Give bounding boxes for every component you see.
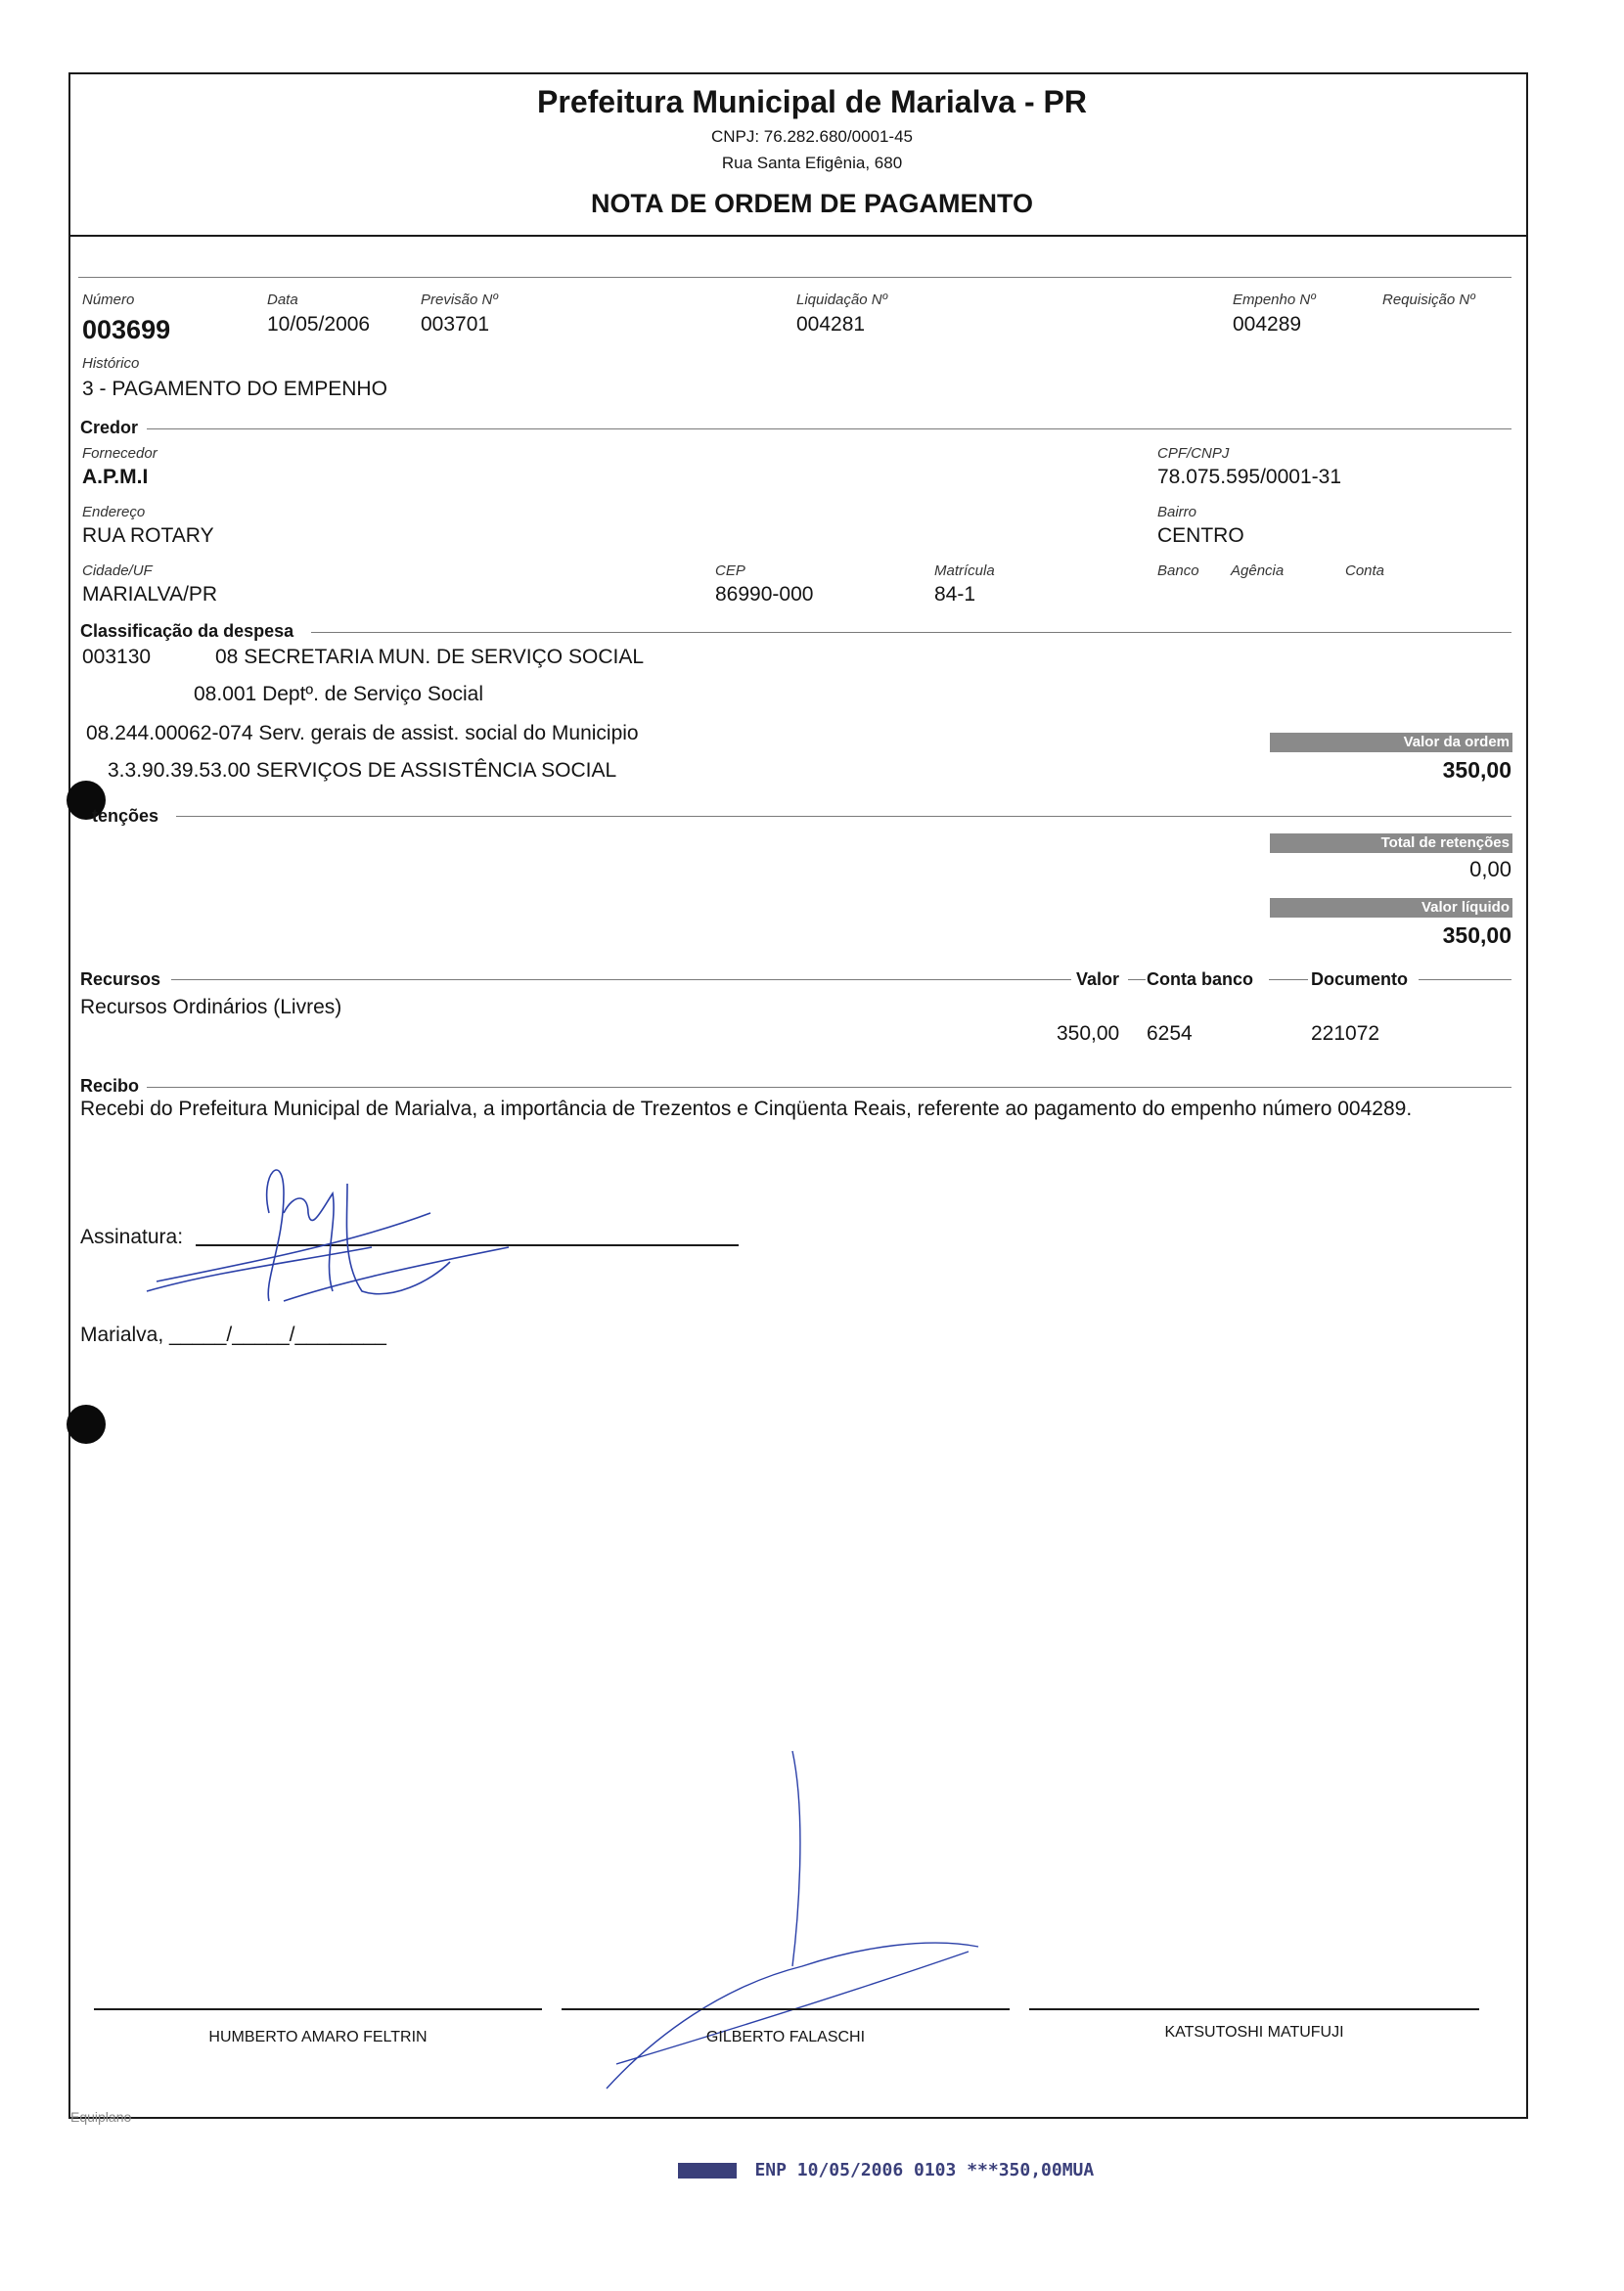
recursos-documento: 221072 [1311, 1022, 1380, 1045]
data-label: Data [267, 292, 298, 308]
liquidacao-label: Liquidação Nº [796, 292, 888, 308]
previsao-label: Previsão Nº [421, 292, 498, 308]
recursos-rule [171, 979, 1071, 980]
unidade-text: 08.001 Deptº. de Serviço Social [194, 683, 484, 705]
valor-ordem-value: 350,00 [1442, 757, 1511, 783]
signatory-2: GILBERTO FALASCHI [705, 2029, 866, 2045]
bottom-signature [597, 1741, 988, 2103]
total-retencoes-label: Total de retenções [1270, 833, 1512, 853]
agencia-label: Agência [1231, 562, 1285, 579]
recursos-conta: 6254 [1147, 1022, 1193, 1045]
signature-line-2 [562, 2008, 1010, 2010]
classificacao-code: 003130 [82, 646, 152, 668]
signature-line-3 [1029, 2008, 1479, 2010]
local-date-line: Marialva, _____/_____/________ [80, 1324, 386, 1346]
recibo-rule [147, 1087, 1511, 1088]
stamp-mark [678, 2163, 737, 2179]
numero-label: Número [82, 292, 135, 308]
recursos-rule-3 [1269, 979, 1308, 980]
software-brand: Equiplano [70, 2109, 132, 2125]
data-value: 10/05/2006 [267, 313, 371, 336]
matricula-value: 84-1 [934, 583, 976, 606]
classificacao-section-title: Classificação da despesa [80, 621, 294, 641]
cep-value: 86990-000 [715, 583, 814, 606]
cidade-value: MARIALVA/PR [82, 583, 218, 606]
punch-hole-2 [67, 1405, 106, 1444]
conta-label: Conta [1345, 562, 1385, 579]
bairro-value: CENTRO [1157, 524, 1244, 547]
credor-rule [147, 428, 1511, 429]
recibo-section-title: Recibo [80, 1076, 140, 1096]
valor-ordem-label: Valor da ordem [1270, 733, 1512, 752]
elemento-text: 3.3.90.39.53.00 SERVIÇOS DE ASSISTÊNCIA SOCIAL [108, 759, 617, 782]
recursos-section-title: Recursos [80, 969, 161, 989]
signatory-1: HUMBERTO AMARO FELTRIN [208, 2029, 428, 2045]
endereco-label: Endereço [82, 504, 146, 520]
document-title: NOTA DE ORDEM DE PAGAMENTO [590, 189, 1033, 218]
page-title: Prefeitura Municipal de Marialva - PR [537, 84, 1087, 119]
retencoes-section-title: tenções [92, 806, 159, 826]
retencoes-rule [176, 816, 1511, 817]
credor-section-title: Credor [80, 418, 139, 437]
cpf-value: 78.075.595/0001-31 [1157, 466, 1342, 488]
recursos-descricao: Recursos Ordinários (Livres) [80, 996, 342, 1018]
recursos-valor-header: Valor [1076, 969, 1120, 989]
handwritten-signature [137, 1154, 519, 1311]
orgao-text: 08 SECRETARIA MUN. DE SERVIÇO SOCIAL [215, 646, 645, 668]
stamp-text: ENP 10/05/2006 0103 ***350,00MUA [754, 2160, 1095, 2180]
valor-liquido-label: Valor líquido [1270, 898, 1512, 918]
cpf-label: CPF/CNPJ [1157, 445, 1230, 462]
recursos-rule-2 [1128, 979, 1146, 980]
bairro-label: Bairro [1157, 504, 1197, 520]
recursos-rule-4 [1419, 979, 1511, 980]
historico-label: Histórico [82, 355, 140, 372]
fornecedor-value: A.P.M.I [82, 466, 149, 488]
empenho-label: Empenho Nº [1233, 292, 1316, 308]
requisicao-label: Requisição Nº [1382, 292, 1475, 308]
recursos-documento-header: Documento [1311, 969, 1408, 989]
endereco-value: RUA ROTARY [82, 524, 214, 547]
empenho-value: 004289 [1233, 313, 1302, 336]
recibo-text: Recebi do Prefeitura Municipal de Marialva, a importância de Trezentos e Cinqüenta Reais, referente ao pagamento do empenho número 004289. [80, 1098, 1413, 1120]
header-divider [68, 235, 1528, 237]
recursos-valor: 350,00 [1057, 1022, 1120, 1045]
validation-stamp [678, 2160, 1094, 2180]
recursos-conta-header: Conta banco [1147, 969, 1254, 989]
cnpj-text: CNPJ: 76.282.680/0001-45 [710, 127, 914, 146]
signature-line-1 [94, 2008, 542, 2010]
banco-label: Banco [1157, 562, 1199, 579]
total-retencoes-value: 0,00 [1469, 857, 1511, 881]
matricula-label: Matrícula [934, 562, 995, 579]
previsao-value: 003701 [421, 313, 490, 336]
cep-label: CEP [715, 562, 745, 579]
liquidacao-value: 004281 [796, 313, 866, 336]
address-text: Rua Santa Efigênia, 680 [721, 154, 903, 172]
historico-value: 3 - PAGAMENTO DO EMPENHO [82, 378, 387, 400]
assinatura-label: Assinatura: [80, 1226, 184, 1248]
top-rule [78, 277, 1511, 278]
signatory-3: KATSUTOSHI MATUFUJI [1164, 2024, 1344, 2041]
funcional-text: 08.244.00062-074 Serv. gerais de assist. social do Municipio [86, 722, 639, 744]
cidade-label: Cidade/UF [82, 562, 153, 579]
valor-liquido-value: 350,00 [1442, 922, 1511, 948]
numero-value: 003699 [82, 315, 171, 344]
classificacao-rule [311, 632, 1511, 633]
fornecedor-label: Fornecedor [82, 445, 158, 462]
